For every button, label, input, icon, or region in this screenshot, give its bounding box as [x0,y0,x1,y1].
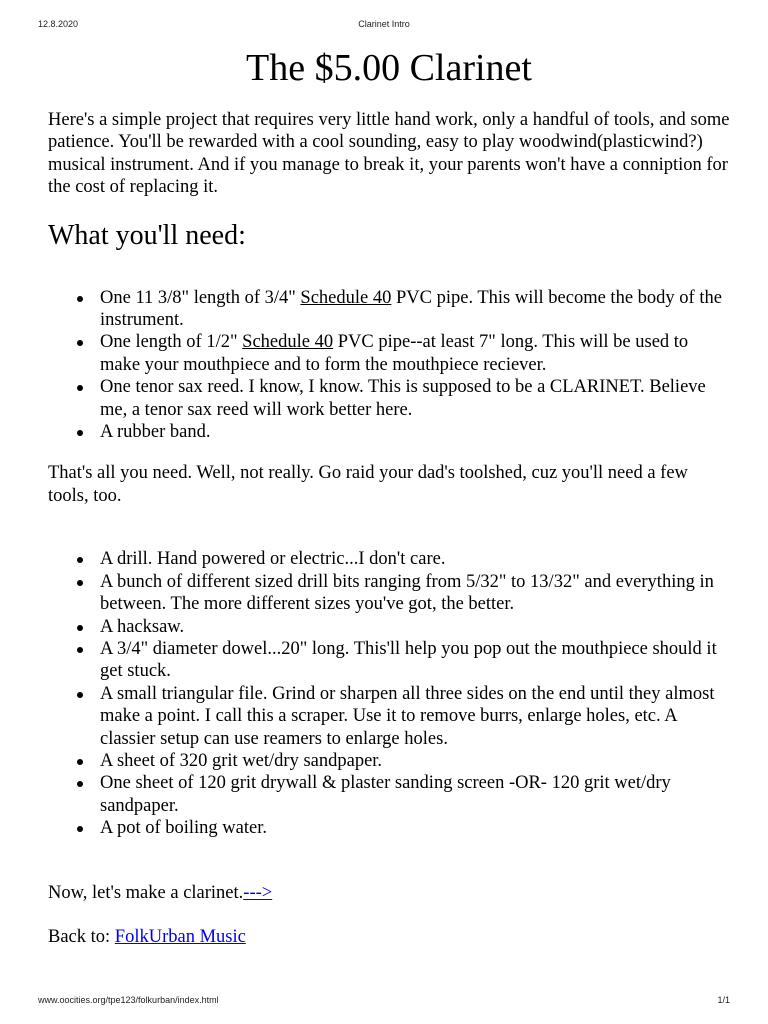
list-item: A small triangular file. Grind or sharpen all three sides on the end until they almost make a point. I call this a scraper. Use it to remove burrs, enlarge holes, etc. A classier setup can use reamers to enlarge holes. [100,683,730,750]
list-item: One length of 1/2" Schedule 40 PVC pipe--at least 7" long. This will be used to make your mouthpiece and to form the mouthpiece reciever. [100,331,730,376]
tools-list [48,548,730,839]
document-body [48,42,730,948]
print-page-title: Clarinet Intro [358,19,410,29]
page-title: The $5.00 Clarinet [246,47,532,89]
print-page-number: 1/1 [717,995,730,1005]
list-item: A hacksaw. [100,616,730,638]
next-page-link[interactable]: ---> [243,882,273,903]
print-footer [0,995,768,1007]
schedule-40-link[interactable]: Schedule 40 [300,287,392,308]
schedule-40-link[interactable]: Schedule 40 [242,332,334,353]
intro-paragraph: Here's a simple project that requires very little hand work, only a handful of tools, and some patience. You'll be rewarded with a cool sounding, easy to play woodwind(plasticwind?) musical instrument. And if you manage to break it, your parents won't have a conniption for the cost of replacing it. [48,110,730,198]
print-header [0,19,768,31]
list-item: A pot of boiling water. [100,817,730,839]
list-item: A drill. Hand powered or electric...I don't care. [100,548,730,570]
tools-intro-paragraph: That's all you need. Well, not really. Go raid your dad's toolshed, cuz you'll need a few tools, too. [48,463,688,506]
folkurban-music-link[interactable]: FolkUrban Music [114,926,246,947]
needs-heading: What you'll need: [48,219,246,251]
list-item: A sheet of 320 grit wet/dry sandpaper. [100,750,730,772]
list-item: One 11 3/8" length of 3/4" Schedule 40 PVC pipe. This will become the body of the instrument. [100,287,730,332]
print-date: 12.8.2020 [38,19,79,29]
back-line: Back to: FolkUrban Music [48,926,246,947]
list-item: One tenor sax reed. I know, I know. This is supposed to be a CLARINET. Believe me, a tenor sax reed will work better here. [100,376,730,421]
list-item: A rubber band. [100,421,730,443]
list-item: A bunch of different sized drill bits ranging from 5/32" to 13/32" and everything in between. The more different sizes you've got, the better. [100,571,730,616]
list-item: One sheet of 120 grit drywall & plaster sanding screen -OR- 120 grit wet/dry sandpaper. [100,772,730,817]
list-item: A 3/4" diameter dowel...20" long. This'll help you pop out the mouthpiece should it get stuck. [100,638,730,683]
print-url: www.oocities.org/tpe123/folkurban/index.html [38,995,219,1005]
needs-list [48,287,730,444]
next-step-line: Now, let's make a clarinet.---> [48,882,273,903]
